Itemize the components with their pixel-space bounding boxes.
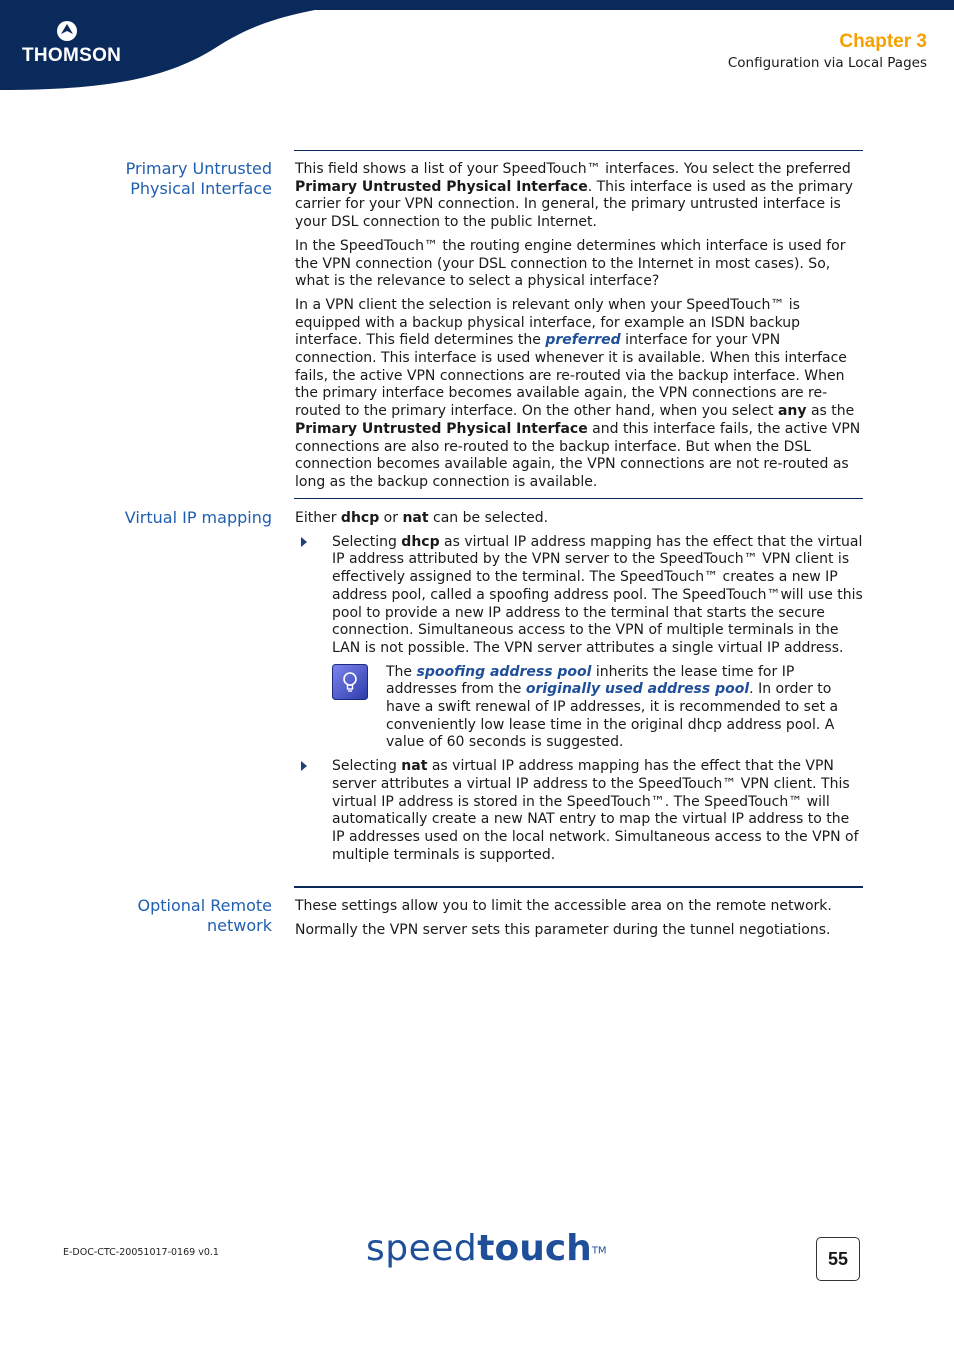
bullet-arrow-icon [301, 537, 307, 547]
chapter-subtitle: Configuration via Local Pages [727, 55, 927, 71]
paragraph: This field shows a list of your SpeedTouch™ interfaces. You select the preferred Primary Untrusted Physical Interface. This interface is used as the primary carrier for your VPN connection. In general, the primary untrusted interface is your DSL connection to the public Internet. [295, 161, 853, 231]
section-body-optional-remote-network [295, 898, 863, 945]
paragraph: In the SpeedTouch™ the routing engine determines which interface is used for the VPN connection (your DSL connection to the Internet in most cases). So, what is the relevance to select a physical interface? [295, 237, 846, 290]
tip-note: The spoofing address pool inherits the lease time for IP addresses from the originally used address pool. In order to have a swift renewal of IP addresses, it is recommended to set a conveniently low lease time in the original dhcp address pool. A value of 60 seconds is suggested. [295, 664, 863, 753]
brand-logo-text: THOMSON [22, 45, 122, 66]
section-body-primary-untrusted [295, 161, 863, 498]
chapter-label: Chapter 3 [839, 31, 927, 52]
section-divider [294, 150, 863, 151]
paragraph: Normally the VPN server sets this parameter during the tunnel negotiations. [295, 921, 831, 938]
paragraph: In a VPN client the selection is relevant only when your SpeedTouch™ is equipped with a backup physical interface, for example an ISDN backup interface. This field determines the preferred interface for your VPN connection. This interface is used whenever it is available. When this interface fails, the active VPN connections are re-routed via the backup interface. When the primary interface becomes available again, the VPN connections are re-routed to the primary interface. On the other hand, when you select any as the Primary Untrusted Physical Interface and this interface fails, the active VPN connections are also re-routed to the backup interface. But when the DSL connection becomes available again, the VPN connections are not re-routed as long as the backup connection is available. [295, 296, 861, 490]
document-id: E-DOC-CTC-20051017-0169 v0.1 [63, 1247, 219, 1258]
header-band [0, 0, 954, 100]
section-divider [294, 886, 863, 888]
section-title-primary-untrusted: Primary Untrusted Physical Interface [125, 159, 272, 198]
section-title-virtual-ip-mapping: Virtual IP mapping [124, 508, 272, 527]
list-item: Selecting nat as virtual IP address mapping has the effect that the VPN server attributes a virtual IP address to the SpeedTouch™ VPN client. This virtual IP address is stored in the SpeedTouch™. The SpeedTouch™ will automatically create a new NAT entry to map the virtual IP address to the IP addresses used on the local network. Simultaneous access to the VPN of multiple terminals is supported. [295, 758, 863, 864]
bullet-arrow-icon [301, 761, 307, 771]
speedtouch-logo: speedtouch™ [366, 1228, 607, 1269]
section-divider [294, 498, 863, 499]
section-title-optional-remote-network: Optional Remote network [137, 896, 272, 935]
section-body-virtual-ip-mapping [295, 510, 863, 870]
list-item: Selecting dhcp as virtual IP address mapping has the effect that the virtual IP address attributed by the VPN server to the SpeedTouch™ VPN client is effectively assigned to the terminal. The SpeedTouch™ creates a new IP address pool, called a spoofing address pool. The SpeedTouch™will use this pool to provide a new IP address to the terminal that starts the secure connection. Simultaneous access to the VPN of multiple terminals in the LAN is not possible. The VPN server attributes a single virtual IP address. [295, 534, 863, 658]
paragraph: These settings allow you to limit the accessible area on the remote network. [295, 898, 832, 914]
lightbulb-icon [332, 664, 368, 700]
paragraph: Either dhcp or nat can be selected. [295, 510, 549, 526]
thomson-logo-icon [54, 20, 80, 42]
page-number: 55 [816, 1237, 860, 1281]
